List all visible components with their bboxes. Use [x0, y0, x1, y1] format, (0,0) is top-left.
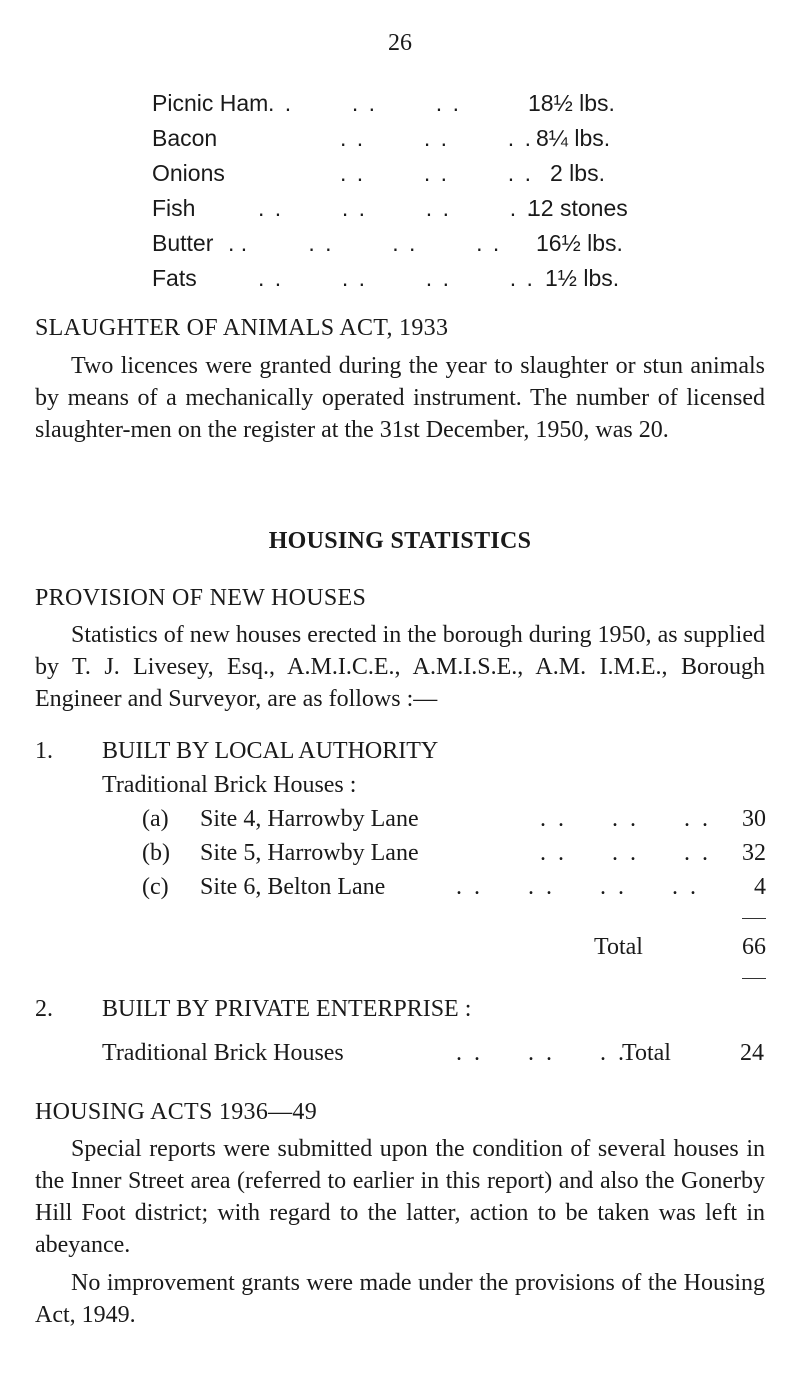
local-authority-heading: BUILT BY LOCAL AUTHORITY: [102, 738, 439, 764]
site-value: 32: [742, 840, 766, 866]
site-label: (c): [142, 874, 169, 900]
leader-dots: . . . . . .: [540, 806, 711, 832]
total-rule-top: [742, 918, 766, 919]
slaughter-heading: SLAUGHTER OF ANIMALS ACT, 1933: [35, 315, 449, 341]
total-value: 66: [742, 934, 766, 960]
page-number: 26: [388, 30, 412, 56]
food-name: Onions: [152, 160, 225, 186]
private-line-label: Traditional Brick Houses: [102, 1040, 344, 1066]
provision-text: Statistics of new houses erected in the borough during 1950, as supplied by T. J. Livesey, Esq., A.M.I.C.E., A.M.I.S.E., A.M. I.M.E., Borough Engineer and Surveyor, are as follows :—: [35, 622, 765, 712]
section-number: 1.: [35, 738, 53, 764]
site-name: Site 4, Harrowby Lane: [200, 806, 419, 832]
site-value: 4: [754, 874, 766, 900]
site-label: (a): [142, 806, 169, 832]
private-enterprise-heading: BUILT BY PRIVATE ENTERPRISE :: [102, 996, 472, 1022]
leader-dots: . . . . . .: [456, 1040, 627, 1066]
site-value: 30: [742, 806, 766, 832]
housing-acts-heading: HOUSING ACTS 1936—49: [35, 1099, 318, 1125]
housing-acts-paragraph-2: No improvement grants were made under the provisions of the Housing Act, 1949.: [35, 1270, 765, 1328]
housing-statistics-heading: HOUSING STATISTICS: [268, 528, 532, 554]
food-name: Fats: [152, 265, 197, 291]
provision-heading: PROVISION OF NEW HOUSES: [35, 585, 367, 611]
leader-dots: . . . . . .: [540, 840, 711, 866]
food-quantity: 12 stones: [528, 195, 628, 221]
housing-acts-body: [35, 1133, 765, 1331]
leader-dots: . . . . . .: [340, 125, 533, 151]
leader-dots: . . . . . .: [258, 230, 502, 256]
site-name: Site 5, Harrowby Lane: [200, 840, 419, 866]
food-name: Fish: [152, 195, 196, 221]
slaughter-paragraph: [35, 350, 765, 446]
section-number: 2.: [35, 996, 53, 1022]
total-label: Total: [594, 934, 643, 960]
total-rule-bottom: [742, 978, 766, 979]
housing-acts-paragraph-1: Special reports were submitted upon the condition of several houses in the Inner Street area (referred to earlier in this report) and also the Gonerby Hill Foot district; with regard to the latter, action to be taken was left in abeyance.: [35, 1136, 765, 1258]
food-name: Bacon: [152, 125, 218, 151]
food-quantity: 2 lbs.: [550, 160, 605, 186]
provision-paragraph: [35, 619, 765, 715]
leader-dots: . . . . . . . .: [258, 195, 535, 221]
leader-dots: . . . . . . . .: [456, 874, 699, 900]
brick-houses-subheading: Traditional Brick Houses :: [102, 772, 357, 798]
leader-dots: . . . . . .: [268, 90, 461, 116]
private-total-value: 24: [740, 1040, 764, 1066]
leader-dots: . . . . . .: [340, 160, 533, 186]
slaughter-text: Two licences were granted during the year to slaughter or stun animals by means of a mechanically operated instrument. The number of licensed slaughter-men on the register at the 31st December, 1950, was 20.: [35, 353, 765, 443]
food-name: Butter: [152, 230, 214, 256]
private-total-label: Total: [622, 1040, 671, 1066]
leader-dots: . .: [228, 230, 248, 256]
food-quantity: 16½ lbs.: [536, 230, 623, 256]
food-quantity: 1½ lbs.: [545, 265, 620, 291]
site-label: (b): [142, 840, 170, 866]
site-name: Site 6, Belton Lane: [200, 874, 386, 900]
food-quantity: 18½ lbs.: [528, 90, 615, 116]
leader-dots: . . . . . . . .: [258, 265, 535, 291]
food-quantity: 8¼ lbs.: [536, 125, 611, 151]
food-name: Picnic Ham: [152, 90, 269, 116]
